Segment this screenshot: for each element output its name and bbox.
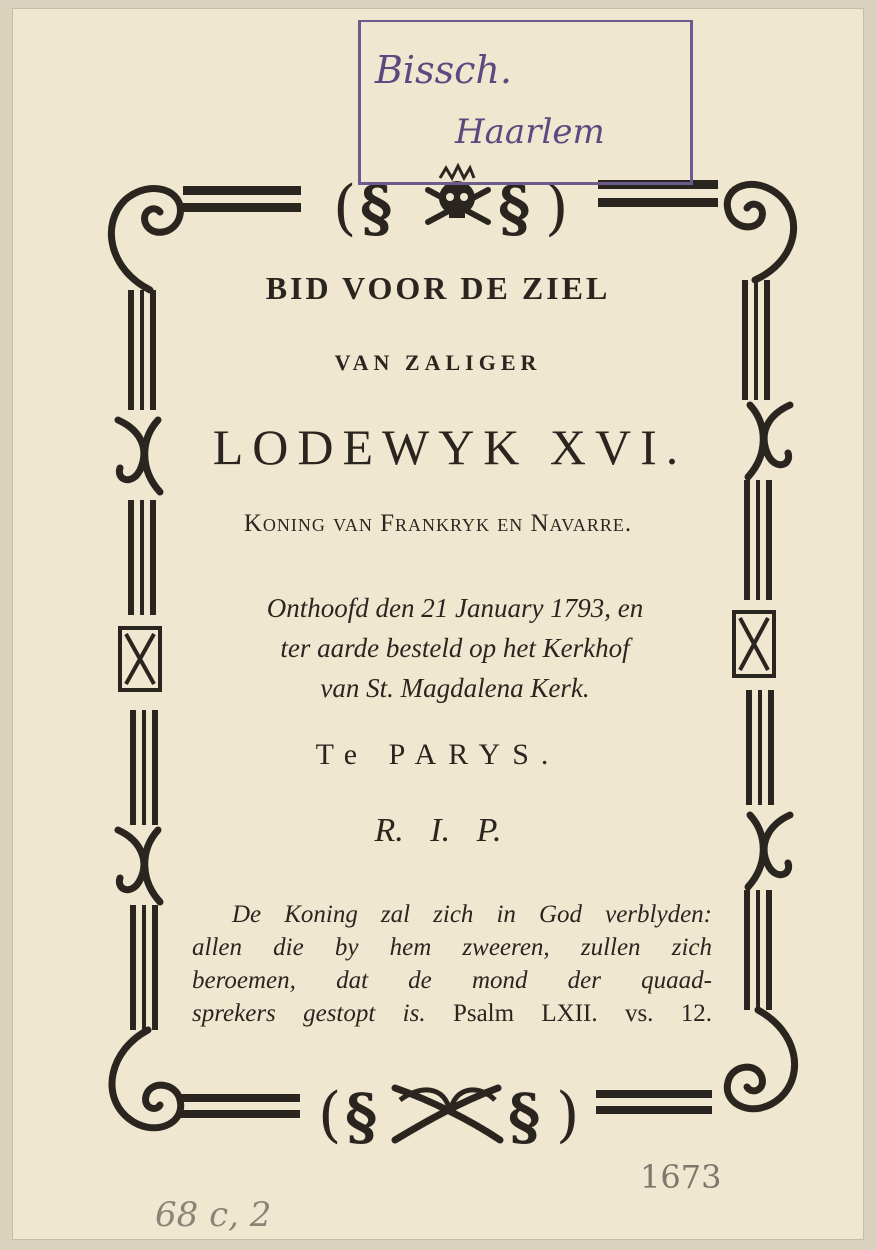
right-hourglass — [734, 612, 774, 676]
verse-line4-text: sprekers gestopt is. — [192, 1000, 426, 1027]
title-subtitle: Koning van Frankryk en Navarre. — [243, 510, 633, 537]
pencil-number: 1673 — [640, 1158, 722, 1196]
verse-line1: De Koning zal zich in God verblyden: — [232, 901, 712, 928]
svg-text:§: § — [498, 172, 531, 245]
pencil-shelfmark: 68 c, 2 — [155, 1195, 272, 1235]
right-column — [742, 280, 774, 1010]
left-column — [128, 290, 158, 1030]
bottom-right-scroll — [727, 1010, 794, 1109]
left-hourglass — [120, 628, 160, 690]
title-name: LODEWYK XVI. — [212, 419, 688, 475]
svg-text:): ) — [545, 173, 569, 243]
bottom-right-bar — [596, 1090, 712, 1114]
bottom-left-bar — [180, 1094, 300, 1118]
details-line1: Onthoofd den 21 January 1793, en — [266, 593, 644, 623]
verse-line3: beroemen, dat de mond der quaad- — [192, 967, 712, 994]
verse-line2: allen die by hem zweeren, zullen zich — [192, 934, 712, 961]
svg-text:§: § — [345, 1080, 378, 1153]
death-details — [205, 588, 705, 708]
bottom-left-scroll — [112, 1030, 181, 1128]
stamp-text-line1: Bissch. — [375, 48, 512, 92]
details-line2: ter aarde besteld op het Kerkhof — [280, 633, 630, 663]
top-right-scroll — [727, 184, 793, 280]
details-line3: van St. Magdalena Kerk. — [320, 673, 590, 703]
bottom-emblem — [318, 1080, 579, 1153]
title-line2: VAN ZALIGER — [334, 350, 542, 375]
verse-line4 — [192, 997, 712, 1030]
psalm-verse — [192, 898, 712, 1030]
svg-text:§: § — [508, 1080, 541, 1153]
svg-text:): ) — [556, 1080, 580, 1150]
place-line: Te PARYS. — [315, 738, 561, 771]
title-line1: BID VOOR DE ZIEL — [265, 270, 611, 306]
svg-text:(: ( — [318, 1080, 342, 1150]
library-stamp — [358, 20, 693, 185]
stamp-text-line2: Haarlem — [455, 112, 605, 152]
svg-text:§: § — [360, 172, 393, 245]
psalm-reference: Psalm LXII. vs. 12. — [452, 1000, 713, 1027]
rip-line: R. I. P. — [374, 812, 502, 849]
svg-text:(: ( — [333, 173, 357, 243]
top-left-bar — [183, 186, 301, 212]
